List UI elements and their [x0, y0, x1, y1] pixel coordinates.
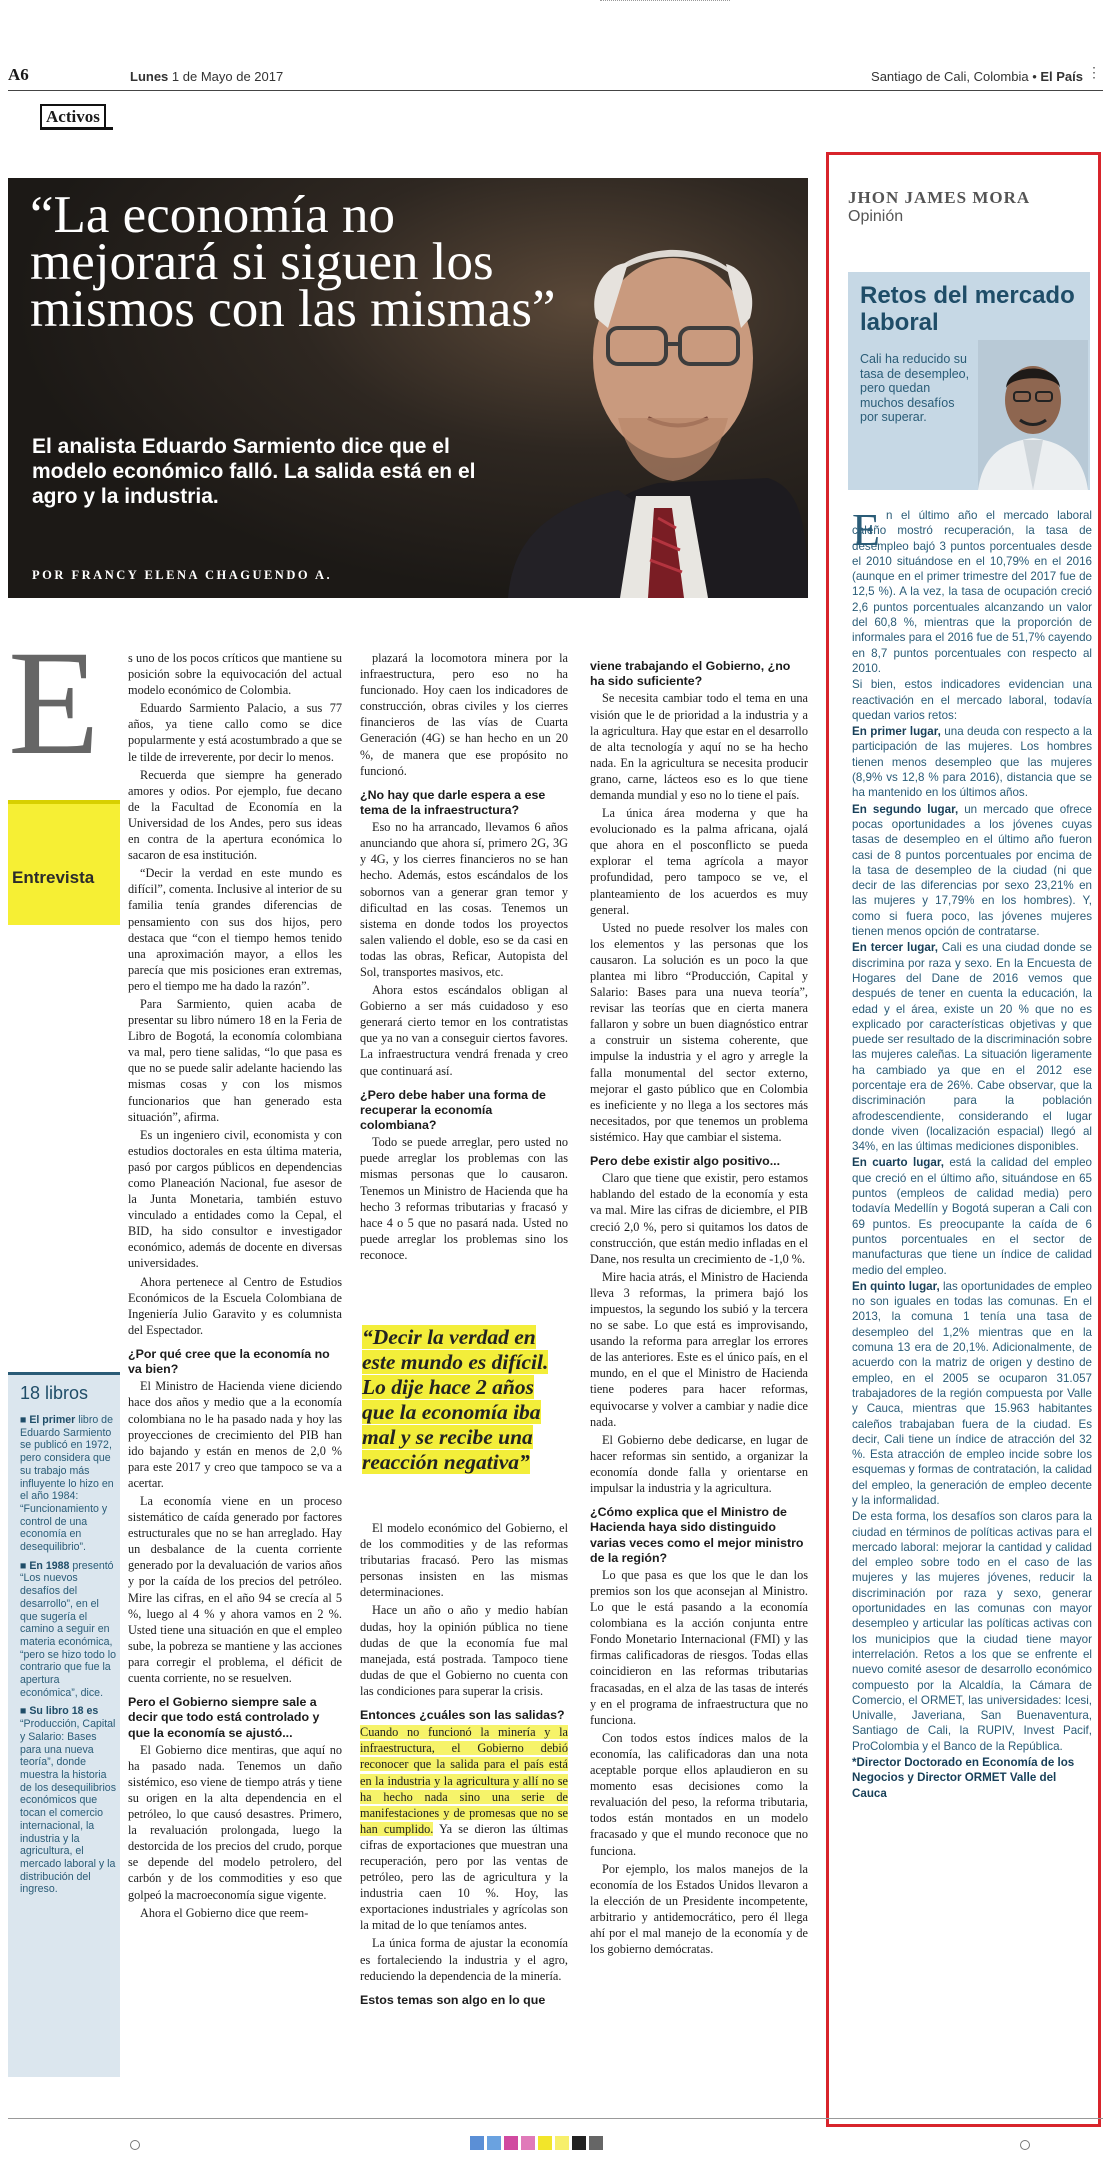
entrevista-tag	[8, 800, 120, 925]
bullet-icon: ■	[20, 1705, 30, 1718]
header-date	[130, 69, 283, 84]
author-photo	[978, 340, 1088, 490]
bullet-icon: ■	[20, 1559, 30, 1572]
books-item-lead: Su libro 18 es	[29, 1705, 99, 1718]
article-paragraph: plazará la locomotora minera por la infraestructura, pero eso no ha funcionado. Hoy caen los indicadores de construcción, obras civiles y los cierres financieros de las vías de Cuarta Generación (4G) se han hecho en un 20 %, de manera que ese propósito no funcionó.	[360, 651, 568, 778]
opinion-text: una deuda con respecto a la participación de las mujeres. Los hombres tienen menos desempleo que las mujeres (8,9% vs 12,8 % para 2016), distancia que se ha mantenido en los últimos años.	[852, 725, 1092, 800]
crop-mark-right	[1020, 2140, 1030, 2150]
article-col-1	[128, 650, 342, 2070]
article-paragraph: La única área moderna y que ha evolucionado es la palma africana, ojalá que ahora en el posconflicto se pueda explorar el tema agrícola a mayor profundidad, pero tampoco se ve, el planteamiento de los acuerdos es muy general.	[590, 806, 808, 917]
books-item-lead: El primer	[29, 1414, 76, 1426]
opinion-text: De esta forma, los desafíos son claros para la ciudad en términos de políticas activas para el mercado laboral: mejorar la cantidad y calidad del empleo sobre todo en el caso de las mujeres y las mujeres jóvenes, reducir la discriminación por raza y sexo, generar oportunidades en las comunas con mayor desempleo y articular las políticas activas con los municipios que la ciudad tiene mayor interrelación. Retos a los que se enfrente el nuevo comité asesor de desarrollo económico compuesto por la Alcaldía, la Cámara de Comercio, el ORMET, las universidades: Icesi, Univalle, Javeriana, San Buenaventura, Santiago de Cali, la RUPIV, Invest Pacif, ProColombia y el Banco de la República.	[852, 1510, 1092, 1753]
article-paragraph: Eduardo Sarmiento Palacio, a sus 77 años, ya tiene callo como se dice popularmente y está acostumbrado a que se le tilde de irreverente, por decir lo menos.	[128, 701, 342, 764]
section-tab	[40, 104, 106, 128]
books-item-text: libro de Eduardo Sarmiento se publicó en 1972, pero considera que su trabajo más influyente lo hizo en el año 1984: “Funcionamiento y control de una economía en desequilibrio”.	[20, 1414, 114, 1554]
opinion-lead: En cuarto lugar,	[852, 1156, 944, 1170]
opinion-body	[852, 504, 1092, 2123]
article-question: ¿Pero debe haber una forma de recuperar la economía colombiana?	[360, 1087, 546, 1133]
article-paragraph: La economía viene en un proceso sistemático de caída generado por factores estructurales que no se han arreglado. Hay un desbalance de la cuenta corriente generado por la devaluación de varios años y por la caída de los precios del petróleo. Mire las cifras, en el año 94 se crecía al 5 %, luego al 4 % y ahora vamos en 2 %. Usted tiene una situación en que el empleo sube, la pobreza se mantiene y las acciones para corregir el problema, el déficit de cuenta corriente, no se resuelven.	[128, 1494, 342, 1686]
books-item	[20, 1560, 116, 1700]
article-paragraph: s uno de los pocos críticos que mantiene su posición sobre la equivocación del actual modelo económico de Colombia.	[128, 651, 342, 698]
page-number: A6	[8, 65, 29, 84]
opinion-paragraph	[852, 677, 1092, 723]
article-col-2	[360, 650, 568, 1320]
opinion-lead: En quinto lugar,	[852, 1279, 940, 1293]
header-day: Lunes	[130, 69, 169, 84]
header-city: Santiago de Cali, Colombia	[871, 69, 1029, 84]
entrevista-label: Entrevista	[12, 868, 95, 887]
pull-quote	[362, 1325, 568, 1475]
article-paragraph: Ahora estos escándalos obligan al Gobierno a ser más cuidadoso y eso generará cierto temor en los contratistas que ya no van a conseguir ciertos favores. La infraestructura vendrá frenada y creo que continuará así.	[360, 983, 568, 1078]
article-question: Estos temas son algo en lo que	[360, 1992, 546, 2007]
article-paragraph: Con todos estos índices malos de la economía, las calificadoras dan una nota aceptable porque ellos aplaudieron en su momento esas decisiones como la revaluación del peso, la reforma tributaria, todos están montados en un modelo fracasado y que el mundo reconoce que no funciona.	[590, 1730, 808, 1858]
opinion-text: las oportunidades de empleo no son iguales en todas las comunas. En el 2013, la comuna 1 tenía una tasa de desempleo del 1,2% mientras que en la comuna 13 era de 20,1%. Adicionalmente, de acuerdo con la matriz de origen y destino de empleo, en el 2005 se ocuparon 31.057 trabajadores de la región compuesta por Valle y Cauca, mientras que 15.963 habitantes caleños trabajaban fuera de la ciudad. Es decir, Cali tiene un índice de atracción del 32 %. Esta atracción de empleo incide sobre los esquemas y formas de contratación, la calidad del empleo, la generación de empleo decente y la informalidad.	[852, 1279, 1092, 1507]
top-crop-marks	[600, 0, 730, 6]
books-item-text: presentó “Los nuevos desafíos del desarrollo”, en el que sugería el camino a seguir en materia económica, “pero se hizo todo lo contrario que fue la apertura económica”, dice.	[20, 1559, 116, 1699]
lead-byline: POR FRANCY ELENA CHAGUENDO A.	[32, 568, 333, 582]
books-item-text: “Producción, Capital y Salario: Bases para una nueva teoría”, donde muestra la historia de los desequilibrios económicos que tocan el comercio internacional, la industria y la agricultura, el mercado laboral y la distribución del ingreso.	[20, 1718, 116, 1896]
article-paragraph: Se necesita cambiar todo el tema en una visión que le de prioridad a la industria y a la agricultura. Hay que estar en el desarrollo de alta tecnología y aquí no se ha hecho nada. En la agricultura se necesita producir grano, carne, lácteos eso es lo que tiene demanda mundial y eso no lo tiene el país.	[590, 691, 808, 802]
article-paragraph: Ahora el Gobierno dice que reem-	[140, 1905, 309, 1920]
article-col-2b	[360, 1520, 568, 2080]
opinion-dropcap: E	[852, 504, 881, 555]
article-paragraph: Recuerda que siempre ha generado amores y odios. Por ejemplo, fue decano de la Facultad de Economía en la Universidad de los Andes, pero sus ideas en contra de la apertura económica lo sacaron de esa institución.	[128, 767, 342, 863]
opinion-author: JHON JAMES MORA	[848, 188, 1031, 207]
article-col-3	[590, 650, 808, 2090]
opinion-text: n el último año el mercado laboral caleño mostró recuperación, la tasa de desempleo bajó 3 puntos porcentuales desde el 2010 situándose en el 10,79% en el 2016 (aunque en el primer trimestre del 2017 fue de 12,5 %). A la vez, la tasa de ocupación creció 2,6 puntos porcentuales alcanzando un valor del 60,8 %, mientras que la proporción de informales para el 2016 fue de 51,7% cayendo en 8,7 puntos porcentuales con respecto al 2010.	[852, 509, 1092, 675]
opinion-paragraph	[852, 940, 1092, 1154]
article-paragraph: Ahora pertenece al Centro de Estudios Económicos de la Escuela Colombiana de Ingeniería Julio Garavito y es columnista del Espectador.	[128, 1274, 342, 1337]
lead-deck: El analista Eduardo Sarmiento dice que el modelo económico falló. La salida está en el agro y la industria.	[32, 435, 476, 508]
opinion-kicker: Opinión	[848, 208, 904, 225]
article-paragraph: El Gobierno debe dedicarse, en lugar de hacer reformas sin sentido, a organizar la economía donde falla y orientarse en impulsar la industria y la agricultura.	[590, 1432, 808, 1496]
bottom-rule	[8, 2118, 1103, 2119]
opinion-text: un mercado que ofrece pocas oportunidades a los jóvenes cuyas tasas de desempleo en el último año fueron casi de 8 puntos porcentuales por encima de la tasa de desempleo de la ciudad (ni que decir de las diferencias por sexo 23,21% en las mujeres y 17,79% en los hombres). Y, como si fuera poco, las jóvenes mujeres tienen menos opción de contratarse.	[852, 802, 1092, 939]
section-rule	[40, 127, 113, 130]
opinion-paragraph	[852, 724, 1092, 800]
article-paragraph: Para Sarmiento, quien acaba de presentar su libro número 18 en la Feria de Libro de Bogotá, la economía colombiana va mal, pero tiene salidas, “lo que pasa es que no se puede salir adelante haciendo las mismas cosas y con los mismos funcionarios que han generado esta situación”, afirma.	[128, 996, 342, 1124]
highlighted-text: Cuando no funcionó la minería y la infraestructura, el Gobierno debió reconocer que la salida para el país está en la industria y la agricultura y allí no se ha hecho nada sino una serie de manifestaciones y de promesas que no se han cumplido.	[360, 1725, 568, 1836]
paragraph-continuation: Ya se dieron las últimas cifras de exportaciones que muestran una recuperación, pero por las ventas de petróleo, pero las de agricultura y la industria caen 10 %. Hoy, las exportaciones industriales y agrícolas son la mitad de lo que teníamos antes.	[360, 1821, 568, 1933]
opinion-author-note: *Director Doctorado en Economía de los Negocios y Director ORMET Valle del Cauca	[852, 1756, 1075, 1800]
article-paragraph: Todo se puede arreglar, pero usted no puede arreglar los problemas con las mismas personas que lo causaron. Tenemos un Ministro de Hacienda que ha hecho 3 reformas tributarias y fracasó y hace 4 o 5 que no pasará nada. Usted no puede arreglar los problemas sino los reconoce.	[360, 1135, 568, 1262]
books-title: 18 libros	[20, 1383, 89, 1403]
opinion-paragraph	[852, 1279, 1092, 1508]
opinion-lead: En segundo lugar,	[852, 802, 959, 816]
opinion-text: está la calidad del empleo que creció en el último año, situándose en 65 puntos (empleos de calidad media) pero todavía Medellín y Bogotá superan a Cali con 69 puntos. Es preocupante la caída de 6 puntos porcentuales en el sector de manufacturas que tiene un índice de calidad medio del empleo.	[852, 1156, 1092, 1277]
books-sidebar	[8, 1372, 120, 2077]
article-question: Pero debe existir algo positivo...	[590, 1154, 781, 1169]
article-paragraph: Claro que tiene que existir, pero estamos hablando del estado de la economía y esta va mal. Mire las cifras de diciembre, el PIB creció 2,0 %, pero si quitamos los datos de construcción, que están medio infladas en el Dane, nos resulta un crecimiento de -1,0 %.	[590, 1171, 808, 1266]
opinion-paragraph	[852, 504, 1092, 676]
article-question: Pero el Gobierno siempre sale a decir que todo está controlado y que la economía se ajustó...	[128, 1695, 320, 1740]
article-dropcap: E	[8, 620, 100, 786]
article-paragraph: El Gobierno dice mentiras, que aquí no ha pasado nada. Tenemos un daño sistémico, eso viene de tiempo atrás y tiene su origen en la alta dependencia en el petróleo, lo que causó desastres. Primero, la revaluación prolongada, luego la destorcida de los precios del crudo, porque se depende del modelo petrolero, del carbón y de los commodities y eso que golpeó la macroeconomía sigue vigente.	[128, 1742, 342, 1902]
opinion-title: Retos del mercado laboral	[860, 282, 1075, 336]
books-item-lead: En 1988	[29, 1559, 70, 1572]
article-paragraph: El Ministro de Hacienda viene diciendo hace dos años y medio que a la economía colombiana no le ha pasado nada y hoy las proyecciones de crecimiento del PIB han ido bajando y están en menos de 2,0 % para este 2017 y creo que tampoco se va a acertar.	[128, 1379, 342, 1490]
article-question: ¿No hay que darle espera a ese tema de la infraestructura?	[360, 787, 546, 817]
crop-mark-left	[130, 2140, 140, 2150]
opinion-text: Si bien, estos indicadores evidencian una reactivación en el mercado laboral, todavía quedan varios retos:	[852, 678, 1092, 722]
header-location: Santiago de Cali, Colombia • El País	[871, 69, 1083, 84]
opinion-lead: En primer lugar,	[852, 725, 941, 739]
opinion-text: Cali es una ciudad donde se discrimina por raza y sexo. En la Encuesta de Hogares del Dane de 2016 vemos que después de tener en cuenta la educación, la edad y el área, existe un 20 % que no es explicado por características objetivas y que puede ser resultado de la discriminación sobre las mujeres caleñas. La situación ligeramente ha cambiado ya que en el 2012 ese porcentaje era de 26%. Cabe observar, que la discriminación para la población afrodescendiente, considerando el lugar donde viven (localización espacial) llegó al 34%, en las últimas mediciones disponibles.	[852, 941, 1092, 1154]
opinion-summary: Cali ha reducido su tasa de desempleo, pero quedan muchos desafíos por superar.	[860, 352, 970, 425]
article-question: Entonces ¿cuáles son las salidas?	[360, 1708, 565, 1723]
article-paragraph: El modelo económico del Gobierno, el de los commodities y de las reformas tributarias fracasó. Pero las mismas personas insisten en las mismas determinaciones.	[360, 1521, 568, 1600]
header-rule	[8, 90, 1103, 91]
article-paragraph: Lo que pasa es que los que le dan los premios son los que aconsejan al Ministro. Lo que le está pasando a la economía colombiana es la acción conjunta entre Fondo Monetario Internacional (FMI) y las firmas calificadoras de riesgos. Todas ellas coincidieron en las reformas tributarias fracasadas, en el alza de las tasas de interés y en el programa de infraestructura que no funciona.	[590, 1567, 808, 1727]
books-item	[20, 1414, 116, 1554]
lead-headline: “La economía no mejorará si siguen los mismos con las mismas”	[30, 186, 556, 338]
article-paragraph: Usted no puede resolver los males con los elementos y las personas que los causaron. La solución es un poco la que plantea mi libro “Producción, Capital y Salario: Bases para una nueva teoría”, revisar las teorías que en cierta manera fallaron y sobre un buen diagnóstico entrar a construir un sistema coherente, que impulse la industria y el agro y arregle la falla monumental del sector externo, mejorar el gasto público que en Colombia es ineficiente y no llega a los sectores más necesitados, por que tenemos un problema sistémico. Hay que cambiar el sistema.	[590, 920, 808, 1144]
article-paragraph: Mire hacia atrás, el Ministro de Hacienda lleva 3 reformas, la primera bajó los impuestos, la segundo los subió y la tercera no se sabe. Lo que está es improvisando, usando la reforma para arreglar los errores de las anteriores. Este es el único país, en el mundo, en el que el Ministro de Hacienda tiene poderes para hacer reformas, equivocarse y volver a cambiar y nadie dice nada.	[590, 1269, 808, 1429]
article-question: ¿Por qué cree que la economía no va bien?	[128, 1346, 330, 1377]
books-list	[20, 1414, 116, 1896]
opinion-paragraph	[852, 1509, 1092, 1754]
article-question: viene trabajando el Gobierno, ¿no ha sido suficiente?	[590, 659, 791, 689]
section-label: Activos	[46, 107, 100, 126]
article-paragraph: La única forma de ajustar la economía es fortaleciendo la industria y el agro, reduciendo la dependencia de la minería.	[360, 1936, 568, 1983]
opinion-title-box	[848, 272, 1090, 490]
article-paragraph	[360, 1724, 568, 1933]
author-portrait-illustration	[978, 340, 1088, 490]
header-brand: El País	[1040, 69, 1083, 84]
opinion-lead: En tercer lugar,	[852, 941, 938, 955]
article-paragraph: Eso no ha arrancado, llevamos 6 años anunciando que ahora sí, primero 2G, 3G y 4G, y los cierres financieros no se han hecho. Además, estos escándalos de los sobornos van a generar gran temor y dificultad en las cosas. Tenemos un sistema en donde todos los proyectos salen valiendo el doble, eso se da casi en todas las obras, Reficar, Autopista del Sol, transportes masivos, etc.	[360, 820, 568, 979]
opinion-header	[848, 188, 1088, 226]
books-item	[20, 1705, 116, 1896]
opinion-paragraph	[852, 802, 1092, 940]
header-kebab-icon: ⋮	[1087, 64, 1101, 80]
article-paragraph: “Decir la verdad en este mundo es difícil”, comenta. Inclusive al interior de su familia tenía grandes diferencias de pensamiento con sus dos hijos, pero destaca que “con el tiempo hemos tenido una aproximación mayor, a ellos les parecía que mis posiciones eran extremas, pero el tiempo me ha dado la razón”.	[128, 866, 342, 993]
article-question: ¿Cómo explica que el Ministro de Hacienda haya sido distinguido varias veces como el mejor ministro de la región?	[590, 1505, 804, 1565]
article-paragraph: Es un ingeniero civil, economista y con estudios doctorales en esta última materia, pasó por cargos públicos en dependencias como Planeación Nacional, fue asesor de la Junta Monetaria, también estuvo vinculado a entidades como la Cepal, el BID, ha sido consultor e investigador económico, además de docente en diversas universidades.	[128, 1127, 342, 1271]
registration-color-bar	[470, 2136, 603, 2150]
article-paragraph: Por ejemplo, los malos manejos de la economía de los Estados Unidos llevaron a la elección de un Presidente incompetente, arbitrario y antidemocrático, pero él llega ahí por el mal manejo de la economía y de los gobierno demócratas.	[590, 1861, 808, 1957]
lead-photo	[8, 178, 808, 598]
header-date-rest: 1 de Mayo de 2017	[171, 69, 284, 84]
opinion-paragraph	[852, 1155, 1092, 1277]
pull-quote-text: “Decir la verdad en este mundo es difícil. Lo dije hace 2 años que la economía iba mal y se recibe una reacción negativa”	[362, 1325, 549, 1474]
article-paragraph: Hace un año o año y medio habían dudas, hoy la opinión pública no tiene dudas de que la economía fue mal manejada, está postrada. Tampoco tiene dudas de que el Gobierno no cuenta con las condiciones para superar la crisis.	[360, 1603, 568, 1698]
bullet-icon: ■	[20, 1414, 30, 1426]
